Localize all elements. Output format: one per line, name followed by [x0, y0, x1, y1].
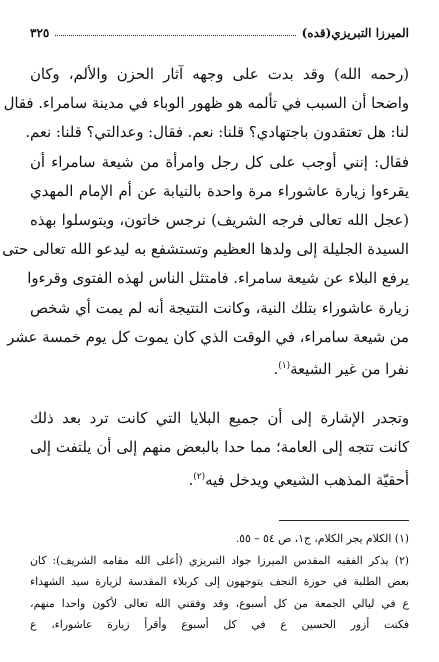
page-number: ٣٢٥ — [30, 26, 50, 40]
footnotes — [30, 528, 409, 636]
text-fragment: نفرا من غير الشيعة — [290, 360, 409, 378]
footnote-1: (١) الكلام يجر الكلام، ج١، ص ٥٤ – ٥٥. — [235, 532, 409, 545]
footnote-2-line: (٢) يذكر الفقيه المقدس الميرزا جواد التبريزي (أعلى الله مقامه الشريف): كان — [30, 553, 409, 567]
text-line: كانت تتجه إلى العامة؛ مما حدا بالبعض منهم إلى أن يلتفت إلى — [30, 439, 409, 457]
text-line: من شيعة سامراء، في الوقت الذي كان يموت كل يوم خمسة عشر — [7, 328, 409, 346]
header-dot-leader — [55, 34, 295, 36]
footnote-ref-2: (٢) — [193, 471, 206, 482]
main-text — [2, 60, 409, 495]
text-line: وتجدر الإشارة إلى أن جميع البلايا التي كانت ترد بعد ذلك — [30, 410, 409, 428]
paragraph-1 — [2, 60, 409, 384]
footnote-ref-1: (١) — [278, 361, 291, 372]
text-fragment: أحقيّة المذهب الشيعي ويدخل فيه — [205, 471, 409, 489]
sentence-end: . — [273, 360, 279, 378]
footnote-2-line: فكنت أزور الحسين ع في كل أسبوع وأقرأ زيارة عاشوراء، ع — [30, 618, 409, 631]
footnote-separator — [279, 520, 409, 521]
text-line: فقال: إنني أوجب على كل رجل وامرأة من شيعة سامراء أن — [30, 153, 409, 171]
text-line-last — [30, 352, 409, 384]
text-line-last — [30, 463, 409, 495]
text-line: (رحمه الله) وقد بدت على وجهه آثار الحزن والألم، وكان — [30, 66, 409, 83]
running-title: الميرزا التبريزي(قده) — [301, 26, 409, 40]
text-line: يقرءوا زيارة عاشوراء مرة واحدة بالنيابة عن أم الإمام المهدي — [30, 182, 409, 200]
paragraph-2 — [30, 404, 409, 495]
text-line: زيارة عاشوراء بتلك النية، وكانت النتيجة أنه لم يمت أي شخص — [30, 299, 409, 317]
footnote-2-line: ع في ليالي الجمعة من كل أسبوع، وقد وفقني الله تعالى لأكون واحدا منهم، — [30, 596, 409, 610]
text-line: لنا: هل تعتقدون باجتهادي؟ قلنا: نعم. فقال: وعدالتي؟ قلنا: نعم. — [25, 124, 409, 142]
text-line: يرفع البلاء عن شيعة سامراء. فامتثل الناس لهذه الفتوى وقرءوا — [27, 270, 409, 288]
text-line: (عجل الله تعالى فرجه الشريف) نرجس خاتون، ويتوسلوا بهذه — [30, 212, 409, 230]
page-header — [30, 16, 409, 40]
sentence-end: . — [188, 471, 194, 489]
text-line: واضحا أن السبب في تألمه هو ظهور الوباء في مدينة سامراء. فقال — [3, 95, 409, 113]
footnote-2-line: بعض الطلبة في حوزة النجف يتوجهون إلى كربلاء المقدسة لزيارة سيد الشهداء — [30, 575, 409, 588]
text-line: السيدة الجليلة إلى ولدها العظيم وتستشفع به ليدعو الله تعالى حتى — [2, 241, 409, 259]
